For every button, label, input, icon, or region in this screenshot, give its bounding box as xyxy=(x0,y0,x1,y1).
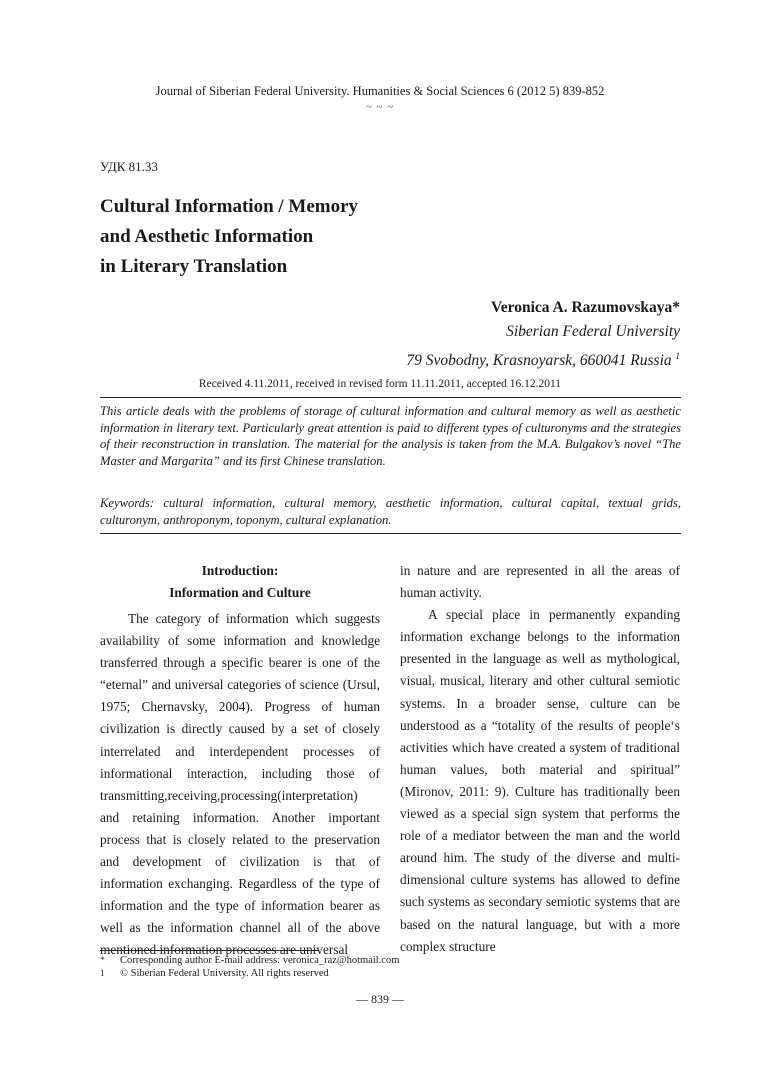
footnotes xyxy=(100,954,681,980)
keywords: Keywords: cultural information, cultural memory, aesthetic information, cultural capital, textual grids, culturonym, anthroponym, toponym, cultural explanation. xyxy=(100,496,681,527)
article-title xyxy=(100,192,430,282)
header-ornament: ~ ~ ~ xyxy=(365,101,395,113)
received-dates: Received 4.11.2011, received in revised form 11.11.2011, accepted 16.12.2011 xyxy=(198,378,562,390)
journal-header: Journal of Siberian Federal University. Humanities & Social Sciences 6 (2012 5) 839-852 xyxy=(155,84,605,98)
abstract-top-rule xyxy=(100,397,681,398)
title-line: and Aesthetic Information xyxy=(100,226,314,247)
page-number: — 839 — xyxy=(356,992,404,1006)
section-heading-line: Information and Culture xyxy=(169,585,311,600)
section-heading xyxy=(100,560,380,604)
body-paragraph: in nature and are represented in all the areas of human activity. xyxy=(400,563,680,601)
author-affiliation: Siberian Federal University xyxy=(506,323,680,340)
title-line: Cultural Information / Memory xyxy=(100,196,359,217)
section-heading-line: Introduction: xyxy=(201,563,279,578)
body-paragraph: A special place in permanently expanding information exchange belongs to the information presented in the language as well as mythological, visual, musical, literary and other cultural semiotic systems. In a broader sense, culture can be understood as a “totality of the results of people‘s activities which have created a system of traditional human values, both material and spiritual” (Mironov, 2011: 9). Culture has traditionally been viewed as a special sign system that performs the role of a mediator between the man and the world around him. The study of the diverse and multi-dimensional culture systems has allowed to define such systems as secondary semiotic systems that are based on the natural language, but with a more complex structure xyxy=(400,607,680,954)
footnote xyxy=(100,954,681,967)
author-block xyxy=(406,296,680,373)
author-name: Veronica A. Razumovskaya* xyxy=(490,299,680,316)
footnote-text: Corresponding author E-mail address: veronica_raz@hotmail.com xyxy=(120,955,400,966)
address-text: 79 Svobodny, Krasnoyarsk, 660041 Russia xyxy=(406,352,672,370)
address-footnote-mark: 1 xyxy=(675,351,680,361)
left-column xyxy=(100,560,380,962)
footnote-text: © Siberian Federal University. All rights reserved xyxy=(120,968,329,979)
footnote-rule xyxy=(100,950,318,951)
footnote-mark: * xyxy=(100,955,105,965)
footnote-mark: 1 xyxy=(100,968,105,978)
footnote xyxy=(100,967,681,980)
udk-code: УДК 81.33 xyxy=(100,159,158,174)
title-line: in Literary Translation xyxy=(100,256,288,277)
abstract: This article deals with the problems of storage of cultural information and cultural memory as well as aesthetic information in literary text. Particularly great attention is paid to different types of culturonyms and the strategies of their reconstruction in translation. The material for the analysis is taken from the M.A. Bulgakov’s novel “The Master and Margarita” and its first Chinese translation. xyxy=(100,404,681,468)
abstract-bottom-rule xyxy=(100,533,681,534)
right-column xyxy=(400,560,680,958)
author-address xyxy=(406,344,680,373)
body-paragraph: The category of information which suggests availability of some information and knowledge transferred through a specific bearer is one of the “eternal” and universal categories of science (Ursul, 1975; Chernavsky, 2004). Progress of human civilization is directly caused by a set of closely interrelated and interdependent processes of informational interaction, including those of transmitting,receiving,processing(interpretation) and retaining information. Another important process that is closely related to the preservation and development of civilization is that of information exchanging. Regardless of the type of information and the type of information bearer as well as the information channel all of the above mentioned information processes are universal xyxy=(100,611,380,958)
